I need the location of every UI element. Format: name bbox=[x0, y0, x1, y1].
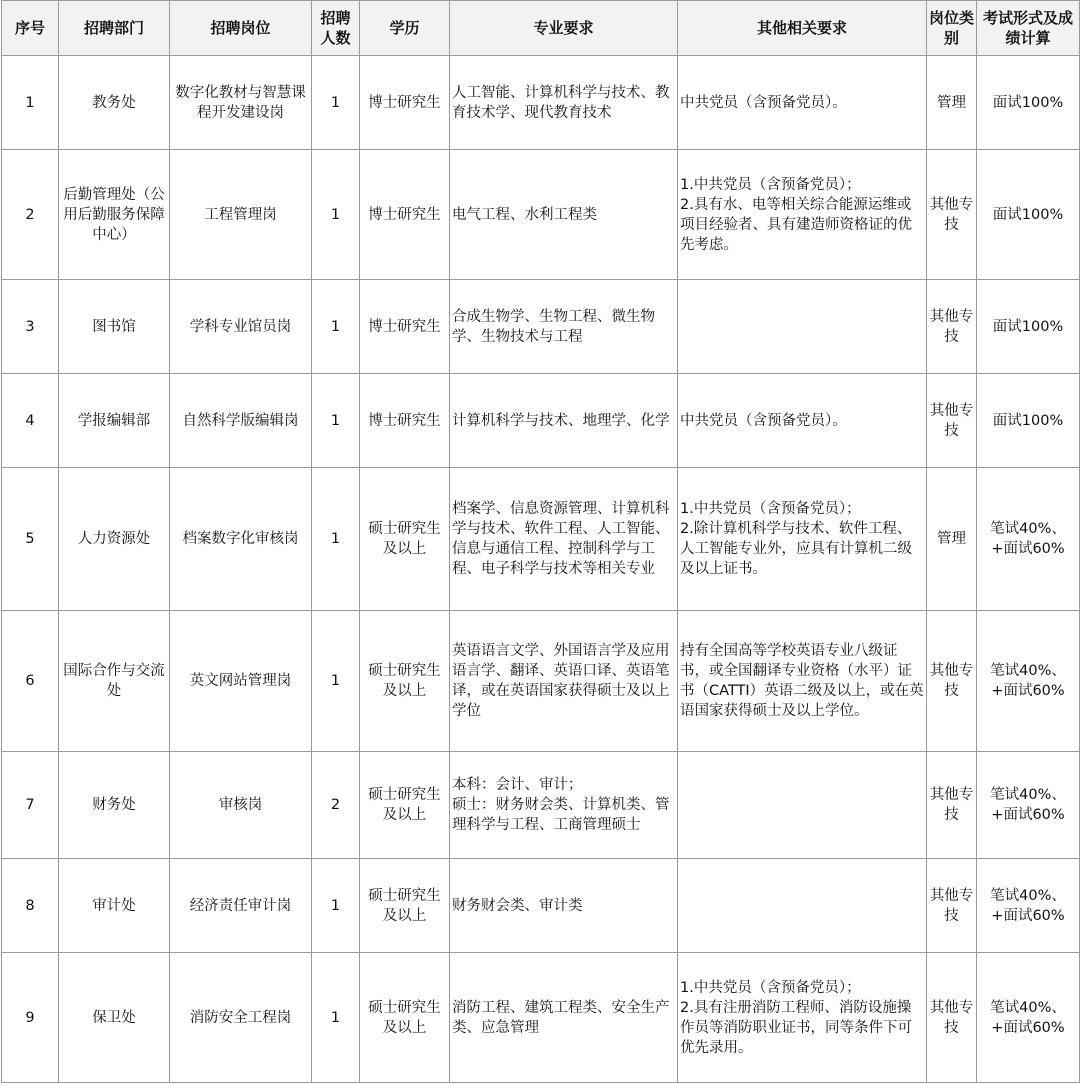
cell-exam: 面试100% bbox=[977, 280, 1080, 374]
cell-other bbox=[678, 752, 927, 859]
cell-line: 中共党员（含预备党员）。 bbox=[680, 412, 847, 429]
cell-major: 消防工程、建筑工程类、安全生产类、应急管理 bbox=[450, 953, 678, 1083]
cell-post: 工程管理岗 bbox=[170, 150, 312, 280]
table-row bbox=[2, 280, 1080, 374]
cell-exam: 面试100% bbox=[977, 56, 1080, 150]
cell-category: 管理 bbox=[927, 56, 977, 150]
table-row bbox=[2, 752, 1080, 859]
cell-line: 硕士：财务财会类、计算机类、管理科学与工程、工商管理硕士 bbox=[452, 797, 670, 833]
cell-other bbox=[678, 611, 927, 752]
cell-seq: 9 bbox=[2, 953, 59, 1083]
cell-dept: 审计处 bbox=[59, 859, 170, 953]
cell-count: 1 bbox=[312, 150, 360, 280]
cell-seq: 7 bbox=[2, 752, 59, 859]
cell-dept: 学报编辑部 bbox=[59, 374, 170, 468]
cell-edu: 硕士研究生及以上 bbox=[360, 468, 450, 611]
cell-other bbox=[678, 953, 927, 1083]
cell-line: 中共党员（含预备党员）。 bbox=[680, 94, 847, 111]
header-exam: 考试形式及成绩计算 bbox=[977, 1, 1080, 56]
header-count: 招聘人数 bbox=[312, 1, 360, 56]
cell-seq: 8 bbox=[2, 859, 59, 953]
header-major: 专业要求 bbox=[450, 1, 678, 56]
header-dept: 招聘部门 bbox=[59, 1, 170, 56]
cell-dept: 教务处 bbox=[59, 56, 170, 150]
cell-seq: 6 bbox=[2, 611, 59, 752]
cell-major: 合成生物学、生物工程、微生物学、生物技术与工程 bbox=[450, 280, 678, 374]
cell-seq: 1 bbox=[2, 56, 59, 150]
cell-dept: 财务处 bbox=[59, 752, 170, 859]
cell-major: 英语语言文学、外国语言学及应用语言学、翻译、英语口译、英语笔译，或在英语国家获得硕士及以上学位 bbox=[450, 611, 678, 752]
cell-category: 其他专技 bbox=[927, 374, 977, 468]
cell-edu: 博士研究生 bbox=[360, 280, 450, 374]
cell-dept: 国际合作与交流处 bbox=[59, 611, 170, 752]
cell-count: 1 bbox=[312, 280, 360, 374]
cell-dept: 人力资源处 bbox=[59, 468, 170, 611]
cell-line: 2.具有水、电等相关综合能源运维或项目经验者、具有建造师资格证的优先考虑。 bbox=[680, 196, 912, 253]
table-row bbox=[2, 953, 1080, 1083]
cell-exam: 笔试40%、+面试60% bbox=[977, 611, 1080, 752]
table-body bbox=[2, 56, 1080, 1083]
cell-count: 1 bbox=[312, 56, 360, 150]
cell-line: 2.除计算机科学与技术、软件工程、人工智能专业外，应具有计算机二级及以上证书。 bbox=[680, 521, 912, 577]
cell-major: 计算机科学与技术、地理学、化学 bbox=[450, 374, 678, 468]
cell-count: 1 bbox=[312, 953, 360, 1083]
cell-other bbox=[678, 374, 927, 468]
cell-post: 学科专业馆员岗 bbox=[170, 280, 312, 374]
cell-other bbox=[678, 859, 927, 953]
cell-edu: 硕士研究生及以上 bbox=[360, 953, 450, 1083]
cell-category: 其他专技 bbox=[927, 859, 977, 953]
cell-edu: 博士研究生 bbox=[360, 150, 450, 280]
cell-edu: 博士研究生 bbox=[360, 56, 450, 150]
cell-dept: 保卫处 bbox=[59, 953, 170, 1083]
cell-post: 档案数字化审核岗 bbox=[170, 468, 312, 611]
table-row bbox=[2, 150, 1080, 280]
cell-exam: 笔试40%、+面试60% bbox=[977, 468, 1080, 611]
cell-other bbox=[678, 468, 927, 611]
cell-post: 消防安全工程岗 bbox=[170, 953, 312, 1083]
cell-line: 1.中共党员（含预备党员）； bbox=[680, 501, 861, 517]
cell-seq: 5 bbox=[2, 468, 59, 611]
cell-post: 英文网站管理岗 bbox=[170, 611, 312, 752]
cell-seq: 2 bbox=[2, 150, 59, 280]
cell-edu: 硕士研究生及以上 bbox=[360, 611, 450, 752]
cell-count: 2 bbox=[312, 752, 360, 859]
cell-dept: 图书馆 bbox=[59, 280, 170, 374]
cell-exam: 笔试40%、+面试60% bbox=[977, 953, 1080, 1083]
header-other: 其他相关要求 bbox=[678, 1, 927, 56]
header-seq: 序号 bbox=[2, 1, 59, 56]
table-row bbox=[2, 468, 1080, 611]
cell-exam: 面试100% bbox=[977, 150, 1080, 280]
header-category: 岗位类别 bbox=[927, 1, 977, 56]
cell-seq: 3 bbox=[2, 280, 59, 374]
cell-major: 电气工程、水利工程类 bbox=[450, 150, 678, 280]
table-row bbox=[2, 611, 1080, 752]
header-post: 招聘岗位 bbox=[170, 1, 312, 56]
cell-category: 其他专技 bbox=[927, 953, 977, 1083]
cell-count: 1 bbox=[312, 468, 360, 611]
table-row bbox=[2, 56, 1080, 150]
cell-line: 2.具有注册消防工程师、消防设施操作员等消防职业证书，同等条件下可优先录用。 bbox=[680, 999, 912, 1056]
cell-major: 财务财会类、审计类 bbox=[450, 859, 678, 953]
cell-line: 1.中共党员（含预备党员）； bbox=[680, 176, 861, 193]
cell-other bbox=[678, 280, 927, 374]
cell-post: 审核岗 bbox=[170, 752, 312, 859]
cell-exam: 面试100% bbox=[977, 374, 1080, 468]
cell-edu: 硕士研究生及以上 bbox=[360, 859, 450, 953]
cell-edu: 硕士研究生及以上 bbox=[360, 752, 450, 859]
table-row bbox=[2, 859, 1080, 953]
table-row bbox=[2, 374, 1080, 468]
cell-count: 1 bbox=[312, 374, 360, 468]
cell-edu: 博士研究生 bbox=[360, 374, 450, 468]
cell-category: 其他专技 bbox=[927, 752, 977, 859]
cell-category: 其他专技 bbox=[927, 611, 977, 752]
cell-line: 本科：会计、审计； bbox=[452, 777, 583, 793]
cell-category: 其他专技 bbox=[927, 150, 977, 280]
header-edu: 学历 bbox=[360, 1, 450, 56]
cell-exam: 笔试40%、+面试60% bbox=[977, 859, 1080, 953]
cell-category: 其他专技 bbox=[927, 280, 977, 374]
cell-count: 1 bbox=[312, 611, 360, 752]
table-header-row bbox=[2, 1, 1080, 56]
cell-seq: 4 bbox=[2, 374, 59, 468]
cell-dept: 后勤管理处（公用后勤服务保障中心） bbox=[59, 150, 170, 280]
cell-post: 数字化教材与智慧课程开发建设岗 bbox=[170, 56, 312, 150]
cell-other bbox=[678, 56, 927, 150]
cell-count: 1 bbox=[312, 859, 360, 953]
cell-post: 自然科学版编辑岗 bbox=[170, 374, 312, 468]
cell-category: 管理 bbox=[927, 468, 977, 611]
cell-major bbox=[450, 752, 678, 859]
cell-exam: 笔试40%、+面试60% bbox=[977, 752, 1080, 859]
recruitment-table bbox=[1, 0, 1080, 1083]
cell-major: 档案学、信息资源管理、计算机科学与技术、软件工程、人工智能、信息与通信工程、控制科学与工程、电子科学与技术等相关专业 bbox=[450, 468, 678, 611]
cell-other bbox=[678, 150, 927, 280]
cell-post: 经济责任审计岗 bbox=[170, 859, 312, 953]
cell-line: 持有全国高等学校英语专业八级证书，或全国翻译专业资格（水平）证书（CATTI）英语二级及以上，或在英语国家获得硕士及以上学位。 bbox=[680, 643, 924, 719]
cell-line: 1.中共党员（含预备党员）； bbox=[680, 979, 861, 996]
cell-major: 人工智能、计算机科学与技术、教育技术学、现代教育技术 bbox=[450, 56, 678, 150]
